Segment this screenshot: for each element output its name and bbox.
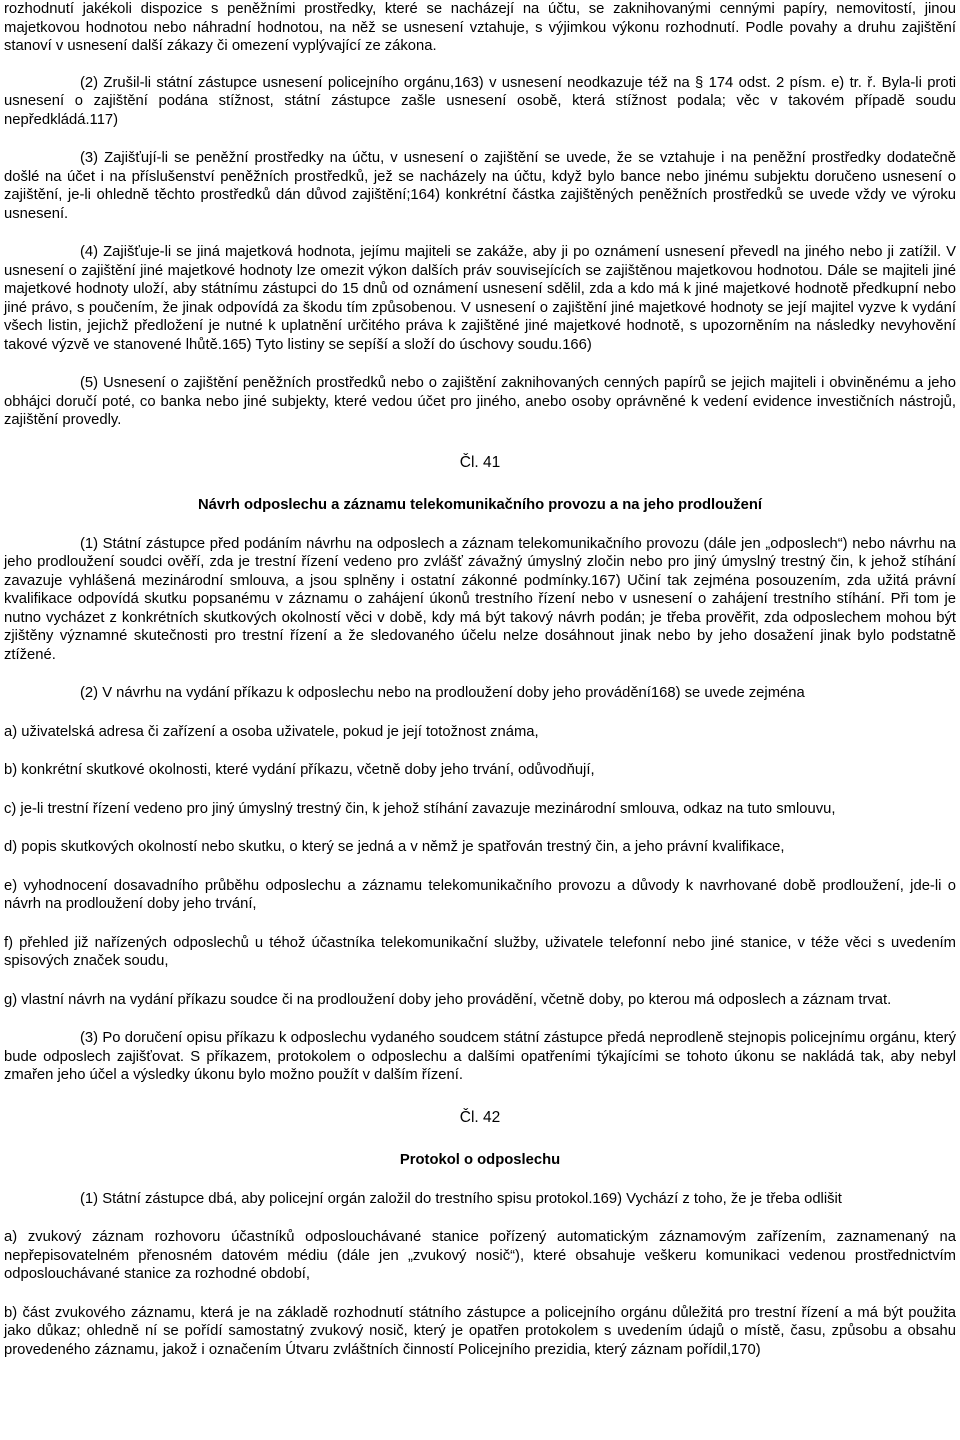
list-item-41-e: e) vyhodnocení dosavadního průběhu odposlechu a záznamu telekomunikačního provozu a důvody k navrhované době prodloužení, jde-li o návrh na prodloužení doby jeho trvání, — [4, 877, 956, 912]
paragraph-40-4: (4) Zajišťuje-li se jiná majetková hodnota, jejímu majiteli se zakáže, aby ji po oznámení usnesení převedl na jiného nebo ji zatížil. V usnesení o zajištění jiné majetkové hodnoty lze omezit výkon dalších práv souvisejících se zajištěnou majetkovou hodnotou. Dále se majiteli jiné majetkové hodnoty uloží, aby státnímu zástupci do 15 dnů od oznámení usnesení sdělil, zda a kdo má k jiné majetkové hodnotě předkupní nebo jiné právo, s poučením, že jinak odpovídá za škodu tím způsobenou. V usnesení o zajištění jiné majetkové hodnoty se její majitel vyzve k vydání všech listin, jejichž předložení je nutné k uplatnění určitého práva k zajištěné jiné majetkové hodnotě, s upozorněním na následky nevyhovění takové výzvě ve stanovené lhůtě.165) Tyto listiny se sepíší a složí do úschovy soudu.166) — [4, 244, 956, 353]
list-item-41-g: g) vlastní návrh na vydání příkazu soudce či na prodloužení doby jeho provádění, včetně doby, po kterou má odposlech a záznam trvat. — [4, 991, 892, 1008]
article-42-title: Protokol o odposlechu — [399, 1152, 561, 1168]
article-41-number: Čl. 41 — [459, 453, 501, 471]
list-item-41-d: d) popis skutkových okolností nebo skutku, o který se jedná a v němž je spatřován trestný čin, a jeho právní kvalifikace, — [4, 839, 785, 855]
list-item-41-b: b) konkrétní skutkové okolnosti, které vydání příkazu, včetně doby jeho trvání, odůvodňují, — [4, 762, 595, 778]
paragraph-intro: rozhodnutí jakékoli dispozice s peněžními prostředky, které se nacházejí na účtu, se zaknihovanými cennými papíry, nemovitostí, jinou majetkovou hodnotou nebo náhradní hodnotou, na něž se usnesení vztahuje, s výjimkou výkonu rozhodnutí. Podle povahy a druhu zajištění stanoví v usnesení další zákazy či omezení vyplývající ze zákona. — [4, 1, 956, 54]
list-item-41-c: c) je-li trestní řízení vedeno pro jiný úmyslný trestný čin, k jehož stíhání zavazuje mezinárodní smlouva, odkaz na tuto smlouvu, — [4, 800, 836, 817]
list-item-42-b: b) část zvukového záznamu, která je na základě rozhodnutí státního zástupce a policejního orgánu důležitá pro trestní řízení a má být použita jako důkaz; ohledně ní se pořídí samostatný zvukový nosič, který je opatřen protokolem s uvedením údajů o místě, času, způsobu a obsahu provedeného záznamu, jakož i označením Útvaru zvláštních činností Policejního prezidia, který záznam pořídil,170) — [4, 1304, 956, 1358]
paragraph-40-2: (2) Zrušil-li státní zástupce usnesení policejního orgánu,163) v usnesení neodkazuje též na § 174 odst. 2 písm. e) tr. ř. Byla-li proti usnesení o zajištění podána stížnost, státní zástupce zašle usnesení osobě, která stížnost podala; věc v takovém případě soudu nepředkládá.117) — [4, 74, 956, 128]
paragraph-41-2: (2) V návrhu na vydání příkazu k odposlechu nebo na prodloužení doby jeho provádění168) se uvede zejména — [80, 685, 805, 701]
paragraph-40-3: (3) Zajišťují-li se peněžní prostředky na účtu, v usnesení o zajištění se uvede, že se vztahuje i na peněžní prostředky dodatečně došlé na účet i na příslušenství peněžních prostředků, jež se nacházely na účtu, když bylo bance nebo jinému subjektu doručeno usnesení o zajištění, je-li ohledně těchto prostředků dán důvod zajištění;164) konkrétní částka zajištěných peněžních prostředků se uvede vždy ve výroku usnesení. — [4, 150, 956, 222]
article-42-number: Čl. 42 — [459, 1108, 501, 1126]
paragraph-41-1: (1) Státní zástupce před podáním návrhu na odposlech a záznam telekomunikačního provozu (dále jen „odposlech“) nebo návrhu na jeho prodloužení soudci ověří, zda je trestní řízení vedeno pro zvlášť závažný úmyslný zločin nebo pro jiný úmyslný trestný čin, k jehož stíhání zavazuje vyhlášená mezinárodní smlouva, a jsou splněny i ostatní zákonné podmínky.167) Učiní tak zejména posouzením, zda užitá právní kvalifikace odpovídá skutku popsanému v záznamu o zahájení úkonů trestního řízení nebo v usnesení o zahájení trestního stíhání. Při tom je nutno vycházet z konkrétních skutkových okolností věci v době, kdy má být takový návrh podán; je třeba prověřit, zda odposlechem mohou být zjištěny významné skutečnosti pro trestní řízení a že sledovaného účelu nelze dosáhnout jinak nebo by jeho dosažení jinak bylo podstatně ztížené. — [4, 535, 956, 663]
list-item-41-f: f) přehled již nařízených odposlechů u téhož účastníka telekomunikační služby, uživatele telefonní nebo jiné stanice, v téže věci s uvedením spisových značek soudu, — [4, 934, 956, 969]
paragraph-42-1: (1) Státní zástupce dbá, aby policejní orgán založil do trestního spisu protokol.169) Vychází z toho, že je třeba odlišit — [80, 1190, 842, 1207]
paragraph-41-3: (3) Po doručení opisu příkazu k odposlechu vydaného soudcem státní zástupce předá neprodleně stejnopis policejnímu orgánu, který bude odposlech zajišťovat. S příkazem, protokolem o odposlechu a dalšími opatřeními týkajícími se tohoto úkonu se nakládá tak, aby nebyl zmařen jeho účel a výsledky úkonu bylo možno použít v dalším řízení. — [4, 1030, 956, 1083]
paragraph-40-5: (5) Usnesení o zajištění peněžních prostředků nebo o zajištění zaknihovaných cenných papírů se jejich majiteli i obviněnému a jeho obhájci doručí poté, co banka nebo jiné subjekty, které vedou účet pro jiného, anebo osoby oprávněné k vedení evidence investičních nástrojů, zajištění provedly. — [4, 375, 956, 428]
list-item-41-a: a) uživatelská adresa či zařízení a osoba uživatele, pokud je její totožnost známa, — [4, 723, 539, 740]
article-41-title: Návrh odposlechu a záznamu telekomunikačního provozu a na jeho prodloužení — [197, 497, 762, 513]
list-item-42-a: a) zvukový záznam rozhovoru účastníků odposlouchávané stanice pořízený automatickým záznamovým zařízením, zaznamenaný na nepřepisovatelném přenosném datovém médiu (dále jen „zvukový nosič“), které obsahuje veškeru komunikaci vedenou prostřednictvím odposlouchávané stanice za rozhodné období, — [4, 1229, 956, 1282]
